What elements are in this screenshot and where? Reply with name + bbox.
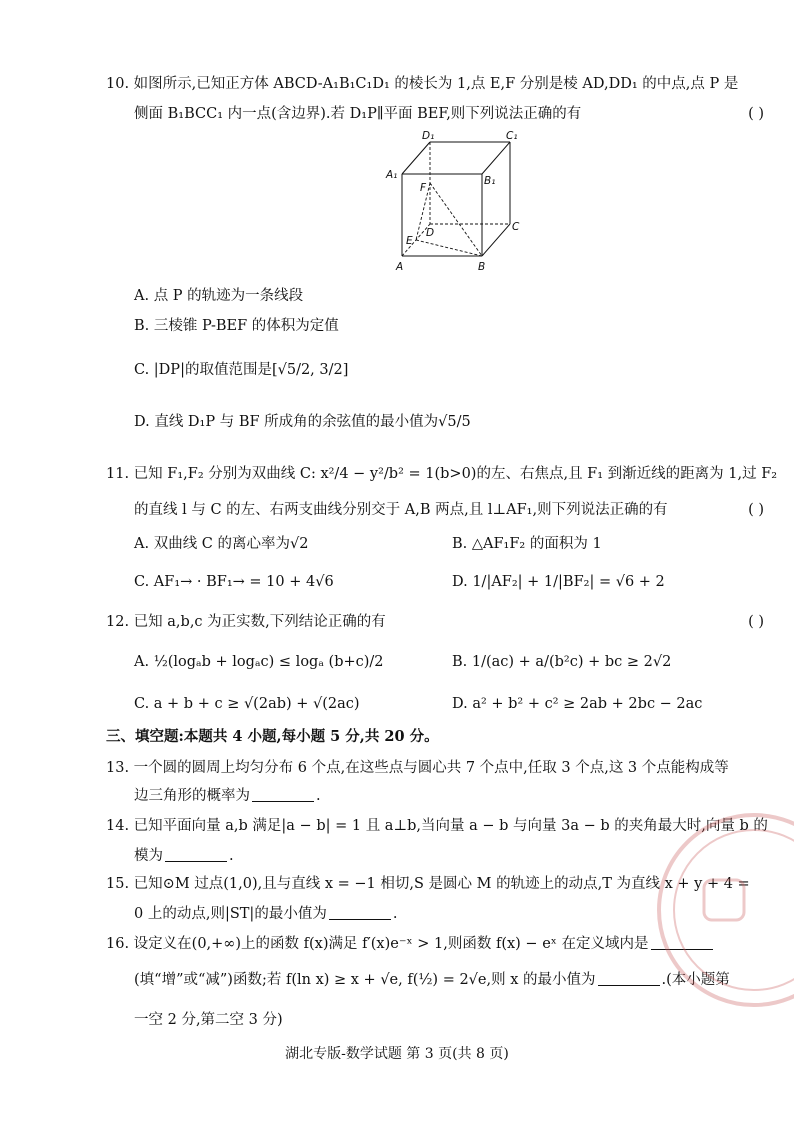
q10-answer-paren: ( ) — [748, 106, 764, 122]
q12-option-d: D. a² + b² + c² ≥ 2ab + 2bc − 2ac — [452, 696, 703, 712]
q11-stem-line1: 11. 已知 F₁,F₂ 分别为双曲线 C: x²/4 − y²/b² = 1(b>0)的左、右焦点,且 F₁ 到渐近线的距离为 1,过 F₂ — [106, 466, 778, 482]
q13-stem-line2 — [134, 786, 321, 806]
q15-stem-line2 — [134, 904, 397, 924]
section-3-heading: 三、填空题:本题共 4 小题,每小题 5 分,共 20 分。 — [106, 728, 439, 745]
q14-period: . — [229, 848, 234, 864]
cube-figure — [380, 128, 530, 278]
q15-text: 0 上的动点,则|ST|的最小值为 — [134, 906, 327, 922]
q11-option-c: C. AF₁→ · BF₁→ = 10 + 4√6 — [134, 574, 334, 590]
q16-text-3: .(本小题第 — [661, 972, 730, 988]
q11-answer-paren: ( ) — [748, 502, 764, 518]
q14-stem-line2 — [134, 846, 234, 866]
q16-text-2: (填“增”或“减”)函数;若 f(ln x) ≥ x + √e, f(½) = 2√e,则 x 的最小值为 — [134, 972, 596, 988]
q11-option-a: A. 双曲线 C 的离心率为√2 — [134, 536, 309, 552]
label-A1: A₁ — [386, 169, 398, 181]
q14-answer-blank[interactable] — [165, 847, 227, 862]
q12-option-b: B. 1/(ac) + a/(b²c) + bc ≥ 2√2 — [452, 654, 672, 670]
q11-option-d: D. 1/|AF₂| + 1/|BF₂| = √6 + 2 — [452, 574, 665, 590]
q13-period: . — [316, 788, 321, 804]
q16-text-1: 16. 设定义在(0,+∞)上的函数 f(x)满足 f′(x)e⁻ˣ > 1,则函数 f(x) − eˣ 在定义域内是 — [106, 936, 649, 952]
q16-stem-line3: 一空 2 分,第二空 3 分) — [134, 1012, 283, 1028]
label-C1: C₁ — [506, 130, 518, 142]
q16-stem-line1 — [106, 934, 715, 954]
q12-stem: 12. 已知 a,b,c 为正实数,下列结论正确的有 — [106, 614, 386, 630]
q14-stem-line1: 14. 已知平面向量 a,b 满足|a − b| = 1 且 a⊥b,当向量 a − b 与向量 3a − b 的夹角最大时,向量 b 的 — [106, 818, 768, 834]
q10-stem-line1: 10. 如图所示,已知正方体 ABCD-A₁B₁C₁D₁ 的棱长为 1,点 E,F 分别是棱 AD,DD₁ 的中点,点 P 是 — [106, 76, 739, 92]
q13-answer-blank[interactable] — [252, 787, 314, 802]
q11-option-b: B. △AF₁F₂ 的面积为 1 — [452, 536, 602, 552]
q15-answer-blank[interactable] — [329, 905, 391, 920]
q13-stem-line1: 13. 一个圆的圆周上均匀分布 6 个点,在这些点与圆心共 7 个点中,任取 3 个点,这 3 个点能构成等 — [106, 760, 729, 776]
q12-option-a: A. ½(logₐb + logₐc) ≤ logₐ (b+c)/2 — [134, 654, 384, 670]
q15-stem-line1: 15. 已知⊙M 过点(1,0),且与直线 x = −1 相切,S 是圆心 M 的轨迹上的动点,T 为直线 x + y + 4 = — [106, 876, 750, 892]
q10-stem-line2: 侧面 B₁BCC₁ 内一点(含边界).若 D₁P∥平面 BEF,则下列说法正确的有 — [134, 106, 582, 122]
label-E: E — [406, 235, 413, 247]
label-B1: B₁ — [484, 175, 496, 187]
q10-option-b: B. 三棱锥 P-BEF 的体积为定值 — [134, 318, 339, 334]
q15-period: . — [392, 906, 398, 922]
q10-option-a: A. 点 P 的轨迹为一条线段 — [134, 288, 304, 304]
q10-option-d: D. 直线 D₁P 与 BF 所成角的余弦值的最小值为√5/5 — [134, 414, 471, 430]
q14-text: 模为 — [134, 848, 163, 864]
label-F: F — [420, 182, 427, 194]
q12-answer-paren: ( ) — [748, 614, 764, 630]
label-D: D — [426, 227, 435, 239]
watermark-seal-icon — [634, 800, 794, 1020]
page-footer: 湖北专版-数学试题 第 3 页(共 8 页) — [285, 1046, 509, 1062]
label-C: C — [512, 221, 520, 233]
q13-text: 边三角形的概率为 — [134, 788, 250, 804]
label-D1: D₁ — [422, 130, 435, 142]
q12-option-c: C. a + b + c ≥ √(2ab) + √(2ac) — [134, 696, 360, 712]
q11-stem-line2: 的直线 l 与 C 的左、右两支曲线分别交于 A,B 两点,且 l⊥AF₁,则下列说法正确的有 — [134, 502, 668, 518]
label-B: B — [478, 261, 486, 273]
q10-option-c: C. |DP|的取值范围是[√5/2, 3/2] — [134, 362, 349, 378]
label-A: A — [396, 261, 404, 273]
